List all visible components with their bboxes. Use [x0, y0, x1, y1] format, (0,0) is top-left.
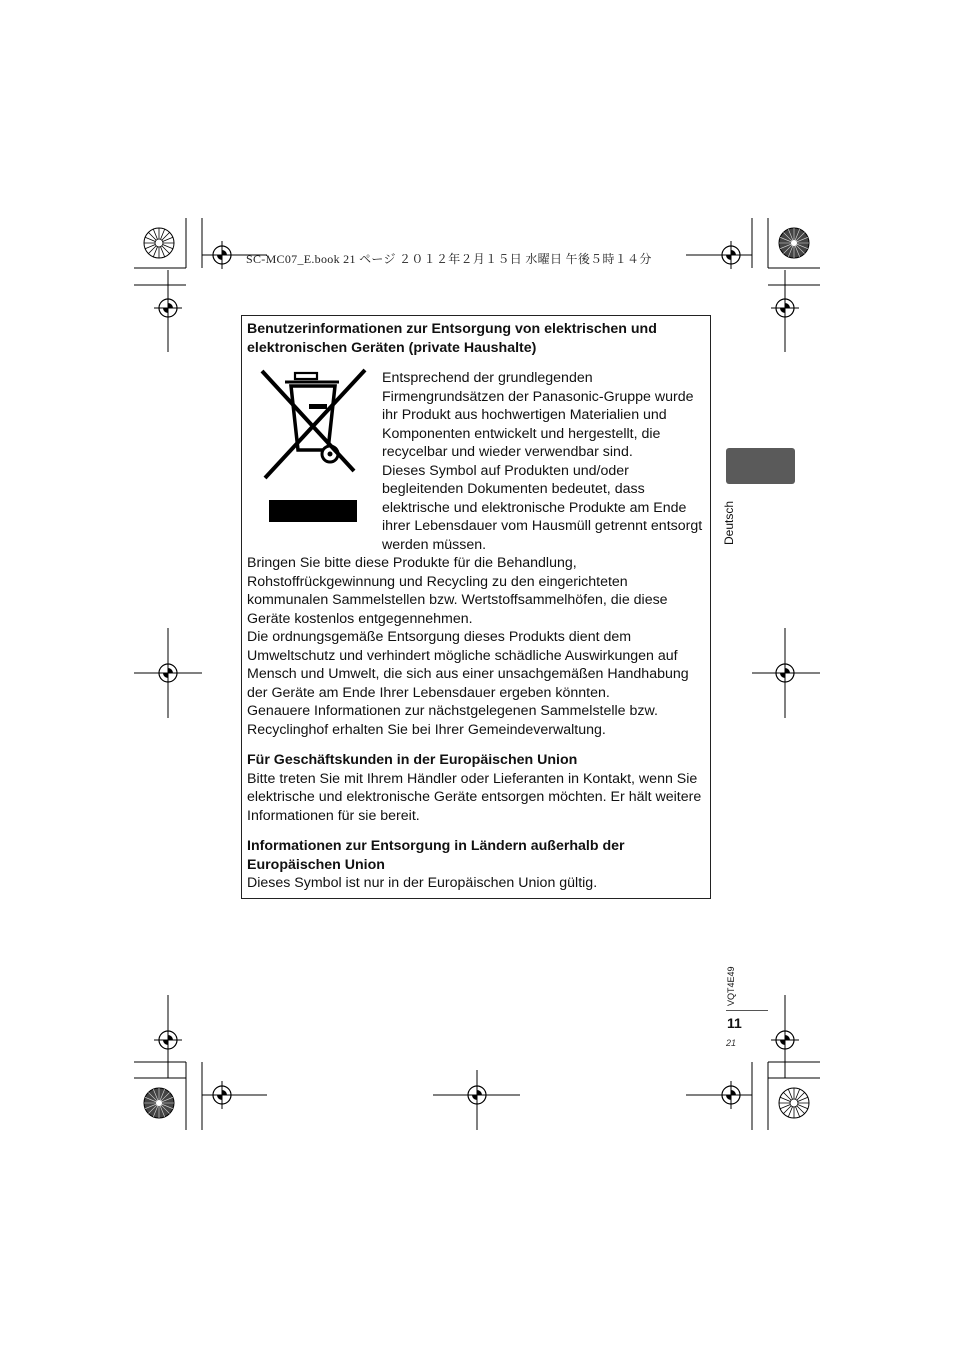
business-heading: Für Geschäftskunden in der Europäischen Union [247, 752, 578, 768]
paragraph-collection: Bringen Sie bitte diese Produkte für die Behandlung, Rohstoffrückgewinnung und Recycling zu den eingerichteten kommunalen Sammelstellen bzw. Wertstoffsammelhöfen, die diese Geräte kostenlos entgegennehmen. [247, 555, 668, 627]
paragraph-principles: Entsprechend der grundlegenden Firmengrundsätzen der Panasonic-Gruppe wurde ihr Produkt aus hochwertigen Materialien und Komponenten entwickelt und hergestellt, die recycelbar und wieder verwendbar sind. [382, 370, 694, 460]
symbol-description [382, 369, 704, 554]
print-header: SC-MC07_E.book 21 ページ ２０１２年２月１５日 水曜日 午後５時１４分 [246, 252, 652, 266]
paragraph-symbol-meaning: Dieses Symbol auf Produkten und/oder begleitenden Dokumenten bedeutet, dass elektrische und elektronische Produkte am Ende ihrer Lebensdauer vom Hausmüll getrennt entsorgt werden müssen. [382, 462, 703, 553]
outside-eu-text: Dieses Symbol ist nur in der Europäischen Union gültig. [247, 875, 598, 891]
paragraph-proper-disposal: Die ordnungsgemäße Entsorgung dieses Produkts dient dem Umweltschutz und verhindert mögliche schädliche Auswirkungen auf Mensch und Umwelt, die sich aus einer unsachgemäßen Handhabung der Geräte am Ende Ihrer Lebensdauer ergeben könnten. [247, 629, 689, 701]
document-code: VQT4E49 [726, 966, 736, 1006]
page-number: 11 [727, 1015, 742, 1031]
outside-eu-heading: Informationen zur Entsorgung in Ländern außerhalb der Europäischen Union [247, 838, 625, 873]
notice-title: Benutzerinformationen zur Entsorgung von elektrischen und elektronischen Geräten (private Haushalte) [247, 321, 657, 356]
business-text: Bitte treten Sie mit Ihrem Händler oder Lieferanten in Kontakt, wenn Sie elektrische und elektronische Geräte entsorgen möchten. Er hält weitere Informationen für sie bereit. [247, 770, 702, 824]
language-label: Deutsch [722, 500, 736, 545]
page-number-rule [726, 1010, 768, 1011]
disposal-notice-box [241, 315, 711, 899]
symbol-section [247, 369, 704, 554]
language-tab-marker [726, 448, 795, 484]
paragraph-more-info: Genauere Informationen zur nächstgelegenen Sammelstelle bzw. Recyclinghof erhalten Sie bei Ihrer Gemeindeverwaltung. [247, 703, 658, 738]
crossed-out-bin-icon [247, 369, 382, 549]
book-page-number: 21 [726, 1038, 737, 1048]
